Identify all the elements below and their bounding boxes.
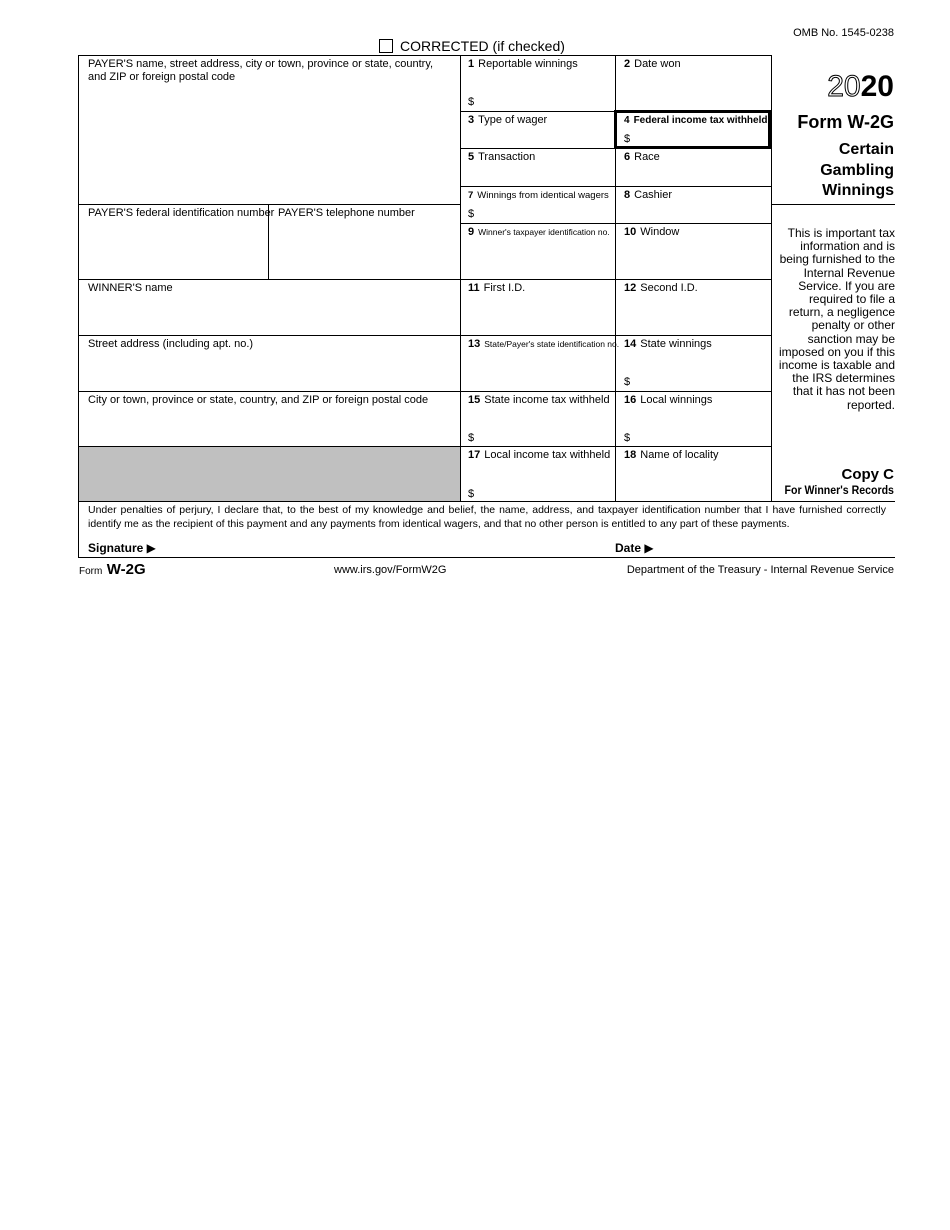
form-subtitle-line-1: Certain [838, 141, 894, 158]
form-subtitle-line-2: Gambling [820, 161, 894, 179]
footer-department: Department of the Treasury - Internal Revenue Service [626, 564, 894, 576]
box-7-field[interactable] [478, 204, 613, 221]
box-15-currency: $ [468, 432, 475, 444]
corrected-checkbox[interactable] [379, 39, 393, 53]
box-18-label: 18 Name of locality [624, 449, 719, 461]
box-15-label: 15 State income tax withheld [468, 394, 610, 406]
box-15-field[interactable] [478, 409, 613, 444]
payer-telephone-field[interactable] [270, 222, 458, 277]
box-17-currency: $ [468, 488, 475, 500]
box-11-label: 11 First I.D. [468, 282, 526, 294]
winner-name-field[interactable] [80, 297, 458, 333]
box-10-field[interactable] [617, 241, 769, 277]
box-2-field[interactable] [617, 74, 769, 109]
footer-form-id [79, 561, 146, 579]
box-13-field[interactable] [462, 353, 613, 389]
signature-label: Signature ▶ [88, 541, 156, 555]
date-label: Date ▶ [615, 541, 654, 555]
tax-year [827, 70, 894, 104]
form-title: Form W-2G [797, 112, 894, 132]
box-2-label: 2 Date won [624, 58, 681, 70]
box-7-currency: $ [468, 208, 475, 220]
box-5-label: 5 Transaction [468, 151, 536, 163]
box-14-field[interactable] [634, 353, 769, 389]
box-10-label: 10 Window [624, 226, 680, 238]
footer-url[interactable]: www.irs.gov/FormW2G [334, 564, 447, 576]
box-8-field[interactable] [617, 204, 769, 221]
box-1-field[interactable] [478, 74, 613, 109]
perjury-statement: Under penalties of perjury, I declare that, to the best of my knowledge and belief, the name, address, and taxpayer identification number that I have furnished correctly identify me as the recipient of this payment and any payments from identical wagers, and that no other person is entitled to any part of these payments. [88, 504, 886, 530]
box-16-currency: $ [624, 432, 631, 444]
box-4-field[interactable] [634, 129, 767, 146]
box-13-label: 13 State/Payer's state identification no. [468, 338, 620, 350]
important-notice: This is important tax information and is being furnished to the Internal Revenue Service. If you are required to file a return, a negligence penalty or other sanction may be imposed on you if this income is taxable and the IRS determines that it has not been reported. [778, 226, 895, 412]
box-9-label: 9 Winner's taxpayer identification no. [468, 226, 610, 238]
payer-telephone-label: PAYER'S telephone number [278, 207, 415, 219]
box-12-label: 12 Second I.D. [624, 282, 698, 294]
box-3-field[interactable] [462, 129, 613, 146]
form-subtitle [820, 140, 894, 202]
copy-title: Copy C [841, 466, 894, 483]
box-6-field[interactable] [617, 166, 769, 184]
winner-city-field[interactable] [80, 409, 458, 444]
payer-name-address-field[interactable] [80, 86, 458, 202]
box-12-field[interactable] [617, 297, 769, 333]
payer-name-address-label: PAYER'S name, street address, city or town, province or state, country, and ZIP or foreign postal code [88, 58, 434, 83]
winner-street-field[interactable] [80, 353, 458, 389]
date-field[interactable] [660, 538, 890, 556]
box-11-field[interactable] [462, 297, 613, 333]
winner-name-label: WINNER'S name [88, 282, 173, 294]
winner-street-label: Street address (including apt. no.) [88, 338, 254, 350]
box-18-field[interactable] [617, 464, 769, 499]
tax-year-bold: 20 [860, 70, 894, 103]
footer-form-word: Form [79, 566, 103, 577]
box-14-label: 14 State winnings [624, 338, 712, 350]
box-16-field[interactable] [634, 409, 769, 444]
box-16-label: 16 Local winnings [624, 394, 713, 406]
box-17-label: 17 Local income tax withheld [468, 449, 611, 461]
box-3-label: 3 Type of wager [468, 114, 548, 126]
box-8-label: 8 Cashier [624, 189, 673, 201]
box-7-label: 7 Winnings from identical wagers [468, 190, 609, 201]
omb-number: OMB No. 1545-0238 [793, 27, 894, 39]
footer-form-name: W-2G [106, 561, 146, 578]
payer-federal-id-field[interactable] [80, 222, 266, 277]
box-14-currency: $ [624, 376, 631, 388]
tax-year-outline: 20 [827, 70, 861, 103]
box-5-field[interactable] [462, 166, 613, 184]
winner-city-label: City or town, province or state, country, and ZIP or foreign postal code [88, 394, 429, 406]
box-1-currency: $ [468, 96, 475, 108]
box-1-label: 1 Reportable winnings [468, 58, 578, 70]
box-17-field[interactable] [478, 464, 613, 499]
signature-field[interactable] [170, 538, 600, 556]
box-4-label: 4 Federal income tax withheld [624, 115, 768, 126]
box-4-currency: $ [624, 133, 631, 145]
payer-federal-id-label: PAYER'S federal identification number [88, 207, 275, 219]
copy-subtitle: For Winner's Records [784, 485, 894, 497]
corrected-label: CORRECTED (if checked) [400, 38, 565, 54]
box-6-label: 6 Race [624, 151, 660, 163]
box-9-field[interactable] [462, 241, 613, 277]
form-subtitle-line-3: Winnings [822, 182, 894, 199]
shaded-area [79, 447, 460, 501]
